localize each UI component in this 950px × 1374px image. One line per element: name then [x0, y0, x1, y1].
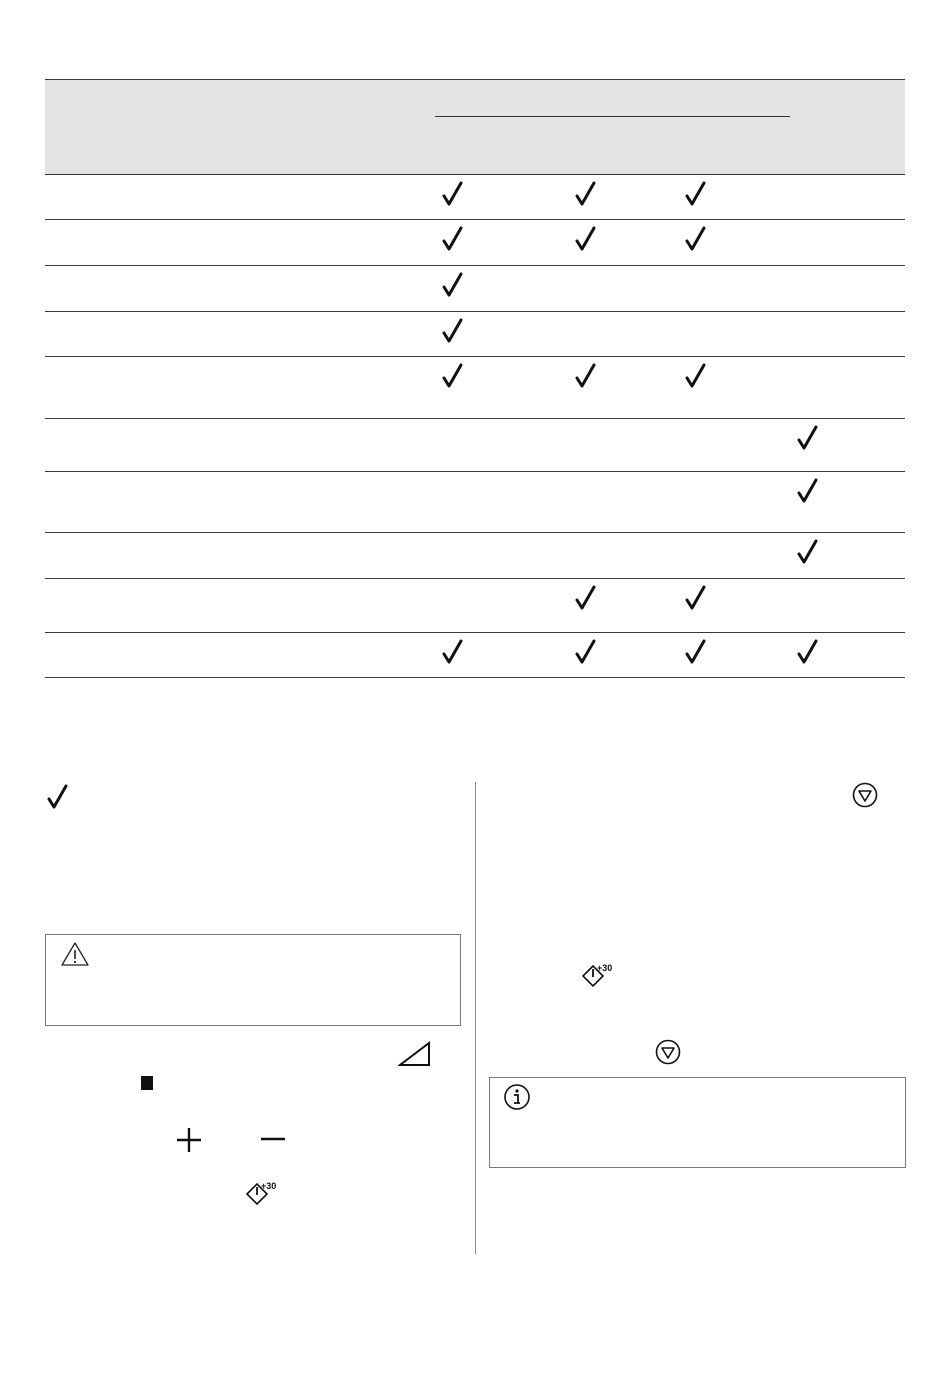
check-icon [797, 539, 821, 565]
check-icon [442, 181, 466, 207]
plus30-label: +30 [597, 963, 613, 973]
minus-icon [260, 1127, 286, 1153]
check-icon [442, 363, 466, 389]
table-row [45, 419, 905, 472]
table-row [45, 533, 905, 579]
table-row [45, 633, 905, 678]
check-icon [797, 425, 821, 451]
check-icon [575, 181, 599, 207]
check-icon [797, 478, 821, 504]
check-icon [685, 585, 709, 611]
check-icon [685, 363, 709, 389]
table-row [45, 174, 905, 220]
check-icon [442, 318, 466, 344]
check-icon [685, 639, 709, 665]
check-icon [442, 639, 466, 665]
table-row [45, 312, 905, 357]
header-group-underline [435, 116, 790, 117]
check-icon [575, 585, 599, 611]
warning-triangle-icon [60, 941, 90, 967]
info-box [489, 1077, 906, 1168]
table-row [45, 220, 905, 266]
check-icon [442, 226, 466, 252]
check-icon [685, 226, 709, 252]
plus30-timer-icon [244, 1180, 282, 1208]
power-level-triangle-icon [398, 1040, 432, 1068]
table-row [45, 266, 905, 312]
check-icon [575, 363, 599, 389]
table-row [45, 357, 905, 419]
check-icon [575, 226, 599, 252]
table-row [45, 472, 905, 533]
check-icon [575, 639, 599, 665]
info-icon [503, 1083, 531, 1111]
warning-box [45, 934, 461, 1026]
check-icon [685, 181, 709, 207]
stop-circle-icon [655, 1039, 681, 1065]
check-icon [797, 639, 821, 665]
plus30-label: +30 [261, 1181, 277, 1191]
stop-circle-icon [852, 782, 878, 808]
table-header [45, 79, 905, 174]
stop-square-icon [141, 1076, 153, 1090]
check-icon [47, 784, 69, 810]
plus30-timer-icon [580, 962, 618, 990]
check-icon [442, 272, 466, 298]
features-table [45, 79, 905, 678]
table-row [45, 579, 905, 633]
column-divider [475, 782, 476, 1254]
plus-icon [176, 1127, 202, 1153]
